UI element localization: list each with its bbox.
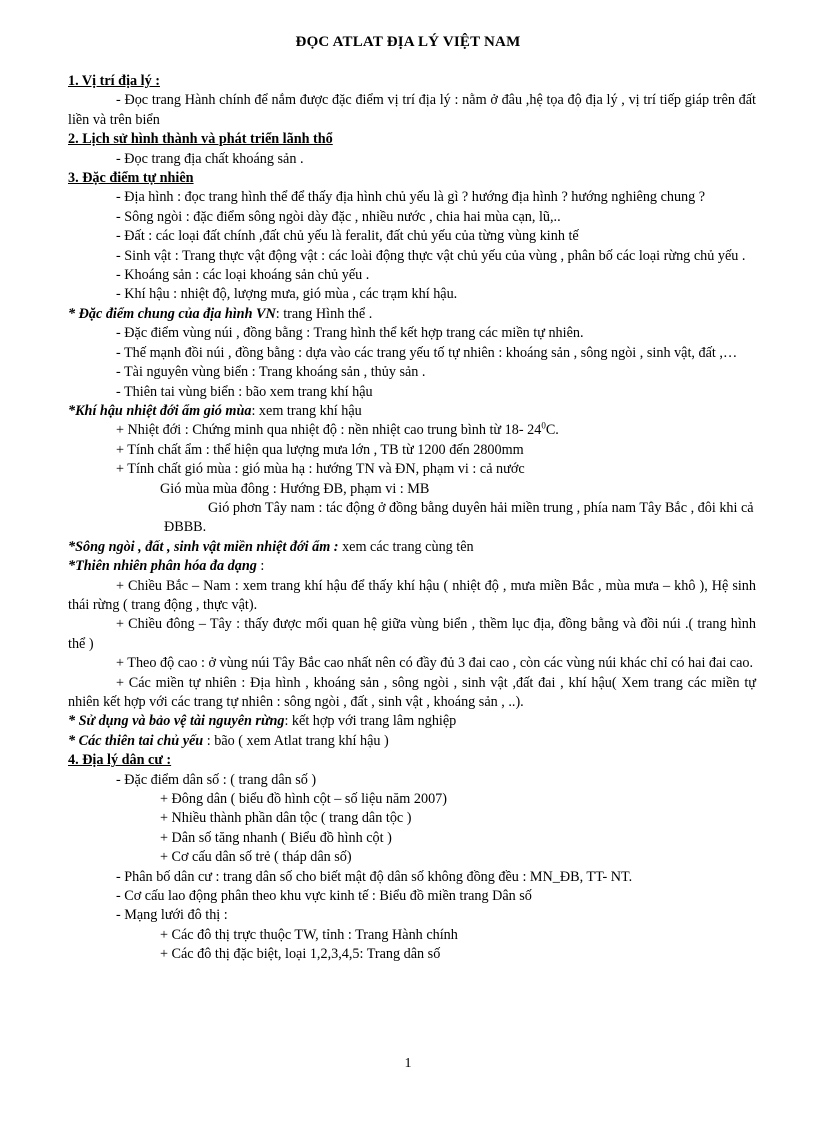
subheading: *Thiên nhiên phân hóa đa dạng	[68, 558, 257, 575]
subheading-tail: : kết hợp với trang lâm nghiệp	[284, 713, 457, 730]
paragraph: - Đặc điểm vùng núi , đồng bằng : Trang hình thể kết hợp trang các miền tự nhiên.	[116, 325, 584, 342]
paragraph: - Mạng lưới đô thị :	[116, 907, 228, 924]
list-item: + Đông dân ( biểu đồ hình cột – số liệu năm 2007)	[160, 791, 447, 808]
paragraph: + Chiều Bắc – Nam : xem trang khí hậu để thấy khí hậu ( nhiệt độ , mưa miền Bắc , mùa mưa – khô ), Hệ sinh thái rừng ( trang động , thực vật).	[68, 577, 756, 613]
section-2-heading: 2. Lịch sử hình thành và phát triển lãnh thổ	[68, 131, 333, 148]
paragraph: + Chiều đông – Tây : thấy được mối quan hệ giữa vùng biển , thềm lục địa, đồng bằng và đồi núi .( trang hình thể )	[68, 616, 756, 652]
subheading-line	[68, 402, 756, 421]
paragraph: - Cơ cấu lao động phân theo khu vực kinh tế : Biểu đồ miền trang Dân số	[116, 888, 532, 905]
list-item: + Nhiệt đới : Chứng minh qua nhiệt độ : nền nhiệt cao trung bình từ 18- $24^0C$.	[116, 420, 559, 439]
document-body	[68, 72, 756, 965]
paragraph: - Sông ngòi : đặc điểm sông ngòi dày đặc , nhiều nước , chia hai mùa cạn, lũ,..	[116, 208, 561, 225]
list-item: Gió mùa mùa đông : Hướng ĐB, phạm vi : MB	[160, 480, 430, 497]
section-4-heading: 4. Địa lý dân cư :	[68, 752, 172, 769]
paragraph: - Khí hậu : nhiệt độ, lượng mưa, gió mùa , các trạm khí hậu.	[116, 286, 458, 303]
subheading: * Đặc điểm chung của địa hình VN	[68, 305, 276, 322]
paragraph: - Đọc trang địa chất khoáng sản .	[116, 150, 304, 167]
paragraph: - Tài nguyên vùng biển : Trang khoáng sản , thủy sản .	[116, 364, 426, 381]
paragraph: + Theo độ cao : ở vùng núi Tây Bắc cao nhất nên có đầy đủ 3 đai cao , còn các vùng núi khác chỉ có hai đai cao.	[116, 655, 754, 672]
list-item: + Tính chất ẩm : thể hiện qua lượng mưa lớn , TB từ 1200 đến 2800mm	[116, 441, 524, 458]
paragraph: - Đặc điểm dân số : ( trang dân số )	[116, 771, 317, 788]
paragraph: - Đọc trang Hành chính để nắm được đặc điểm vị trí địa lý : nằm ở đâu ,hệ tọa độ địa lý , vị trí tiếp giáp trên đất liền và trên biển	[68, 92, 756, 128]
paragraph: - Địa hình : đọc trang hình thể để thấy địa hình chủ yếu là gì ? hướng địa hình ? hướng nghiêng chung ?	[116, 189, 706, 206]
paragraph: - Phân bố dân cư : trang dân số cho biết mật độ dân số không đồng đều : MN_ĐB, TT- NT.	[116, 868, 633, 885]
subheading: * Sử dụng và bảo vệ tài nguyên rừng	[68, 713, 285, 730]
list-item: + Nhiều thành phần dân tộc ( trang dân tộc )	[160, 810, 412, 827]
paragraph: - Đất : các loại đất chính ,đất chủ yếu là feralit, đất chủ yếu của từng vùng kinh tế	[116, 228, 579, 245]
subheading-tail: : bão ( xem Atlat trang khí hậu )	[203, 732, 389, 749]
subheading-tail: : trang Hình thể .	[275, 305, 373, 322]
subheading: *Sông ngòi , đất , sinh vật miền nhiệt đới ẩm :	[68, 538, 339, 555]
subheading: * Các thiên tai chủ yếu	[68, 732, 204, 749]
subheading-line	[68, 538, 756, 557]
list-item: Gió phơn Tây nam : tác động ở đồng bằng duyên hải miền trung , phía nam Tây Bắc , đôi khi cả ĐBBB.	[164, 499, 754, 536]
subheading-tail: :	[256, 558, 265, 575]
list-item: + Các đô thị đặc biệt, loại 1,2,3,4,5: Trang dân số	[160, 946, 441, 963]
subheading-line	[68, 305, 756, 324]
subheading: *Khí hậu nhiệt đới ẩm gió mùa	[68, 402, 252, 419]
paragraph: - Thiên tai vùng biển : bão xem trang khí hậu	[116, 383, 373, 400]
paragraph: - Sinh vật : Trang thực vật động vật : các loài động thực vật chủ yếu của vùng , phân bố các loại rừng chủ yếu .	[116, 247, 746, 264]
paragraph: - Thế mạnh đồi núi , đồng bằng : dựa vào các trang yếu tố tự nhiên : khoáng sản , sông ngòi , sinh vật, đất ,…	[116, 344, 738, 361]
subheading-tail: xem các trang cùng tên	[338, 538, 474, 555]
list-item: + Cơ cấu dân số trẻ ( tháp dân số)	[160, 849, 352, 866]
list-item: + Các đô thị trực thuộc TW, tỉnh : Trang Hành chính	[160, 926, 458, 943]
section-3-heading: 3. Đặc điểm tự nhiên	[68, 170, 194, 187]
subheading-line	[68, 732, 756, 751]
subheading-line	[68, 557, 756, 576]
section-1-heading: 1. Vị trí địa lý :	[68, 73, 160, 89]
paragraph: - Khoáng sản : các loại khoáng sản chủ yếu .	[116, 267, 370, 284]
page-title: ĐỌC ATLAT ĐỊA LÝ VIỆT NAM	[295, 34, 521, 50]
paragraph: + Các miền tự nhiên : Địa hình , khoáng sản , sông ngòi , sinh vật ,đất đai , khí hậu( Xem trang các miền tự nhiên kết hợp với các trang tự nhiên : sông ngòi , đất , sinh vật , khoáng sản , ..).	[68, 674, 756, 710]
list-item: + Dân số tăng nhanh ( Biểu đồ hình cột )	[160, 829, 392, 846]
list-item: + Tính chất gió mùa : gió mùa hạ : hướng TN và ĐN, phạm vi : cả nước	[116, 461, 525, 478]
subheading-line	[68, 712, 756, 731]
subheading-tail: : xem trang khí hậu	[251, 402, 362, 419]
page-number: 1	[404, 1056, 412, 1071]
